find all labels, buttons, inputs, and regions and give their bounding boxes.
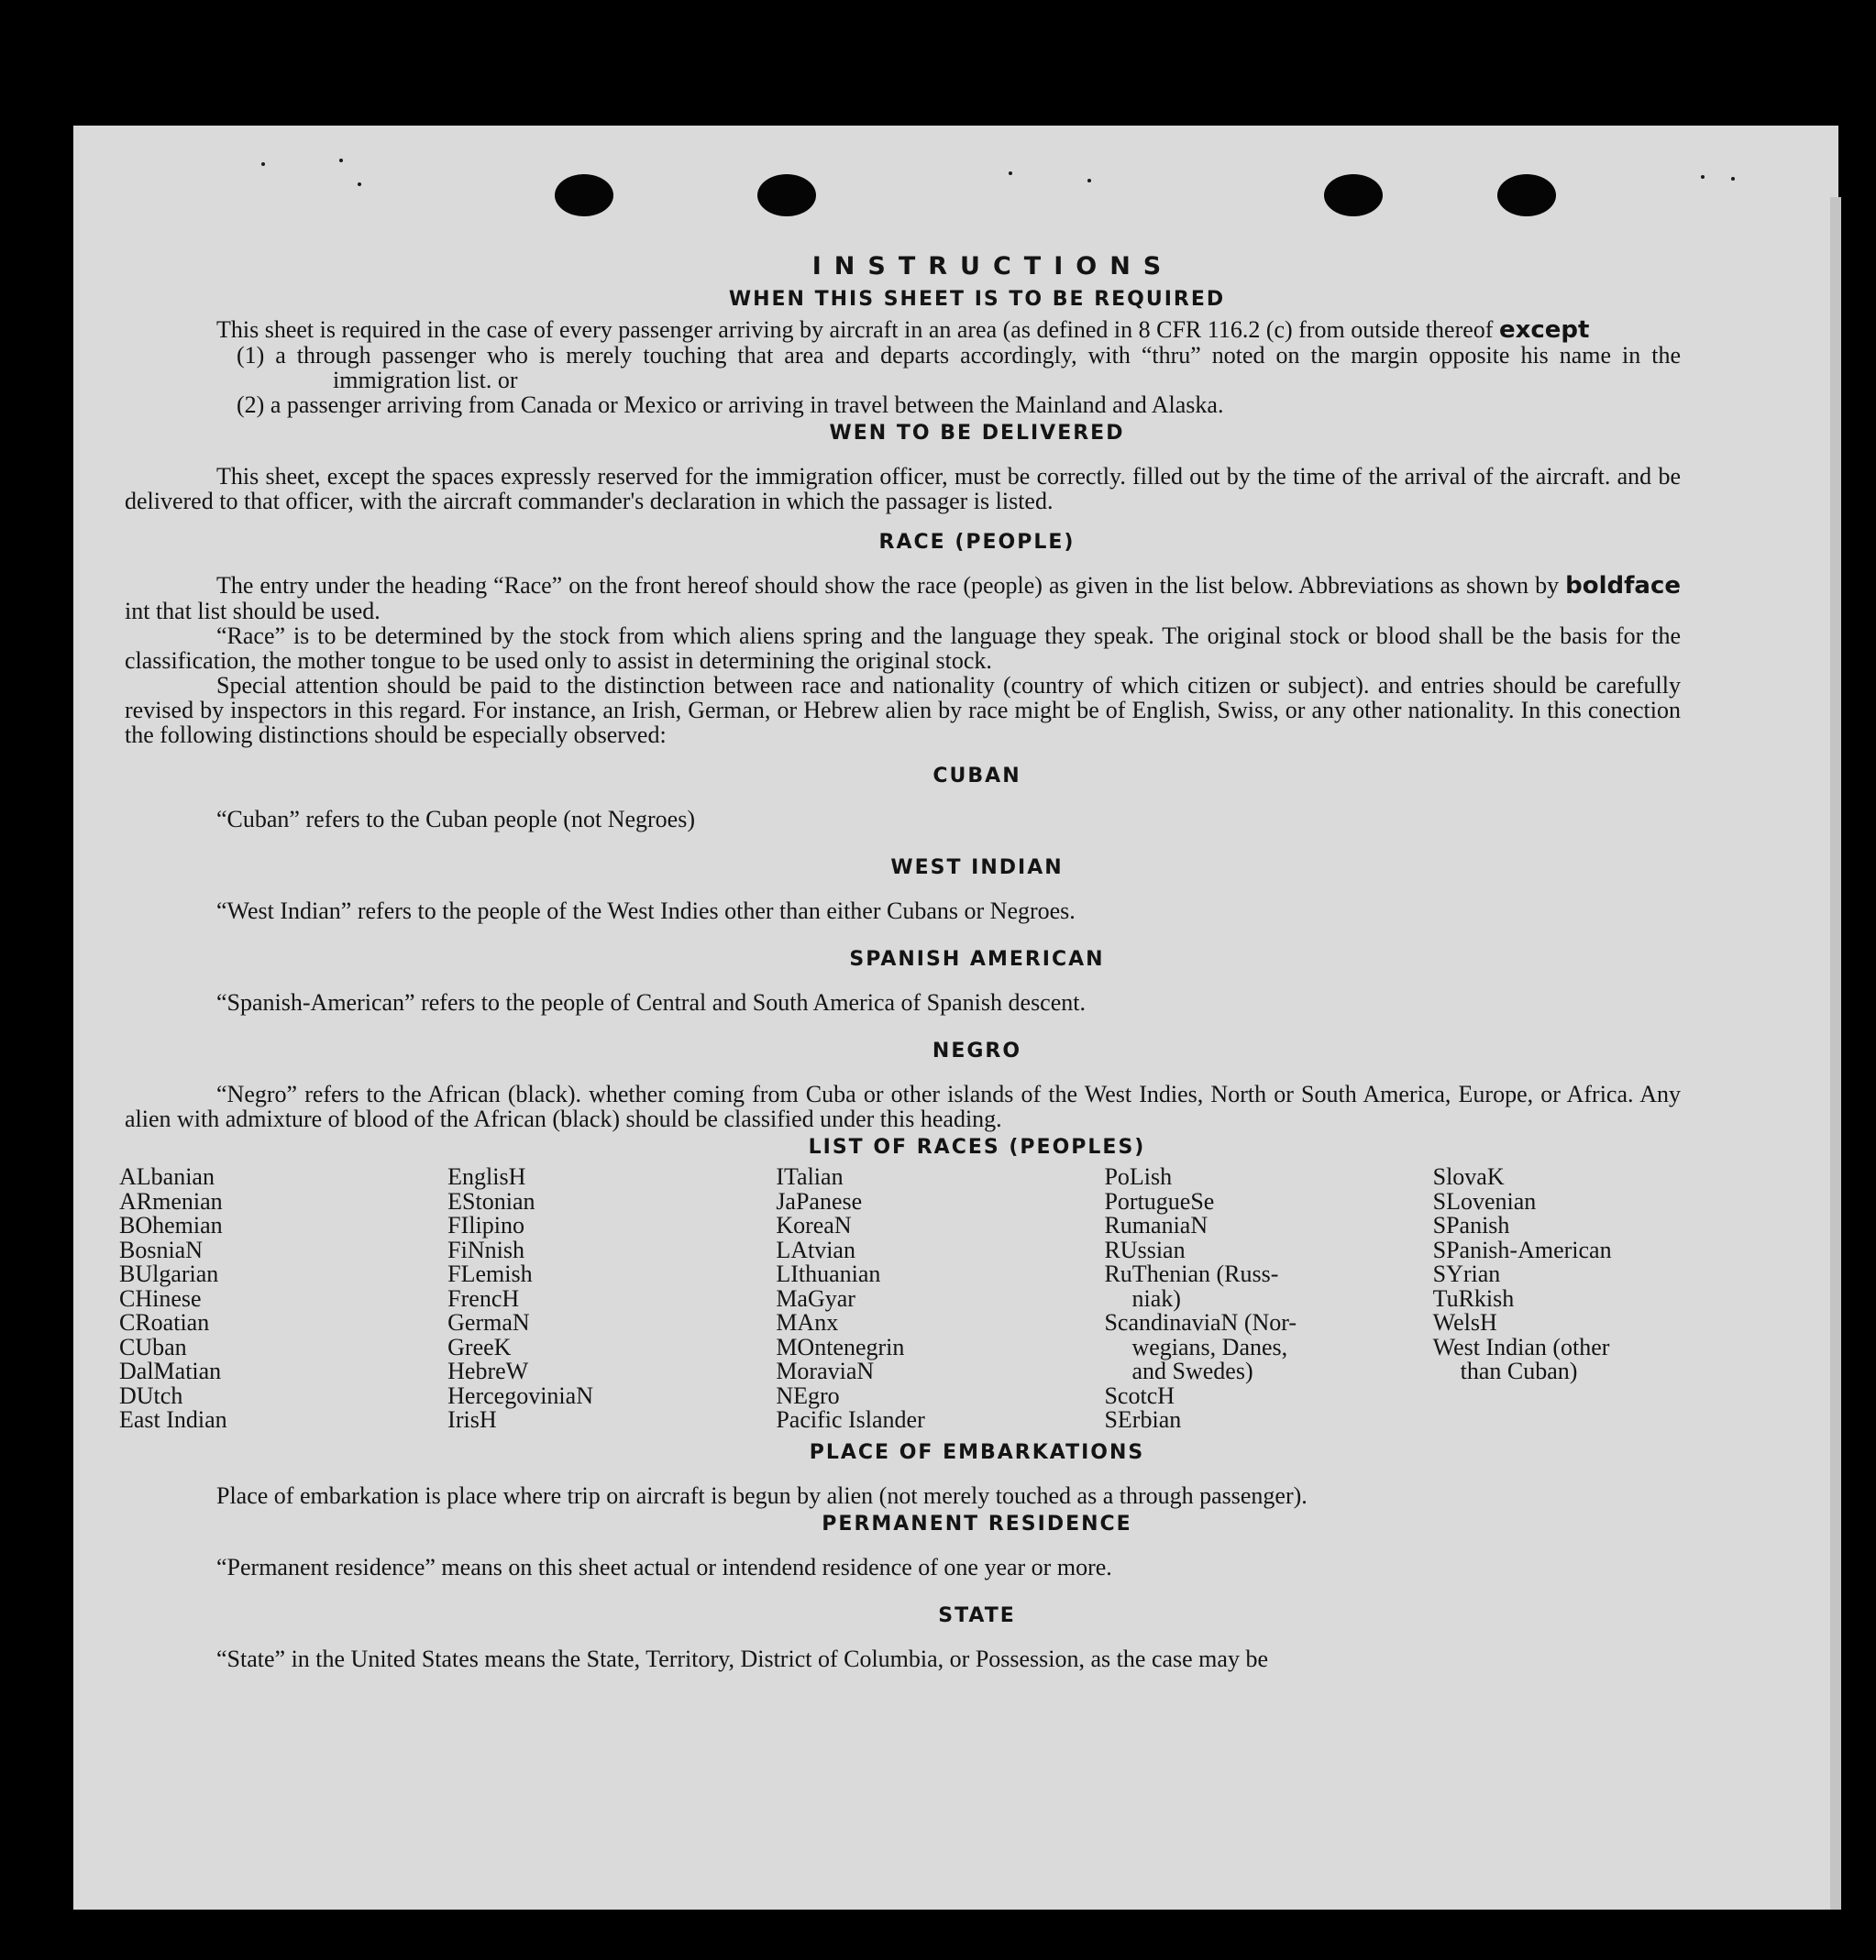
race-entry: EStonian bbox=[447, 1187, 535, 1215]
spanish-american-text: “Spanish-American” refers to the people of Central and South America of Spanish descent. bbox=[216, 989, 1086, 1016]
page-edge-strip bbox=[1830, 197, 1841, 1910]
races-column bbox=[447, 1165, 776, 1433]
race-entry: BUlgarian bbox=[119, 1261, 219, 1287]
dust-speck bbox=[1701, 175, 1705, 179]
dust-speck bbox=[358, 182, 361, 186]
races-column bbox=[1104, 1165, 1432, 1433]
when-delivered-text: This sheet, except the spaces expressly reserved for the immigration officer, must be correctly. filled out by the time of the arrival of the aircraft. and be delivered to that officer, with the aircraft commander's declaration in which the passager is listed. bbox=[125, 463, 1681, 514]
negro-text: “Negro” refers to the African (black). whether coming from Cuba or other islands of the West Indies, North or South America, Europe, or Africa. Any alien with admixture of blood of the African (black) should be classified under this heading. bbox=[125, 1081, 1681, 1132]
race-entry: PoLish bbox=[1104, 1163, 1173, 1190]
race-entry-continuation: than Cuban) bbox=[1460, 1358, 1578, 1384]
race-entry-continuation: niak) bbox=[1131, 1284, 1181, 1312]
race-entry: MOntenegrin bbox=[776, 1333, 905, 1360]
race-entry: NEgro bbox=[776, 1382, 840, 1409]
race-entry: HebreW bbox=[447, 1358, 529, 1384]
race-entry: JaPanese bbox=[776, 1187, 863, 1215]
heading-permanent-residence: PERMANENT RESIDENCE bbox=[822, 1512, 1132, 1536]
race-entry: SErbian bbox=[1104, 1406, 1182, 1433]
race-entry: West Indian (other bbox=[1432, 1333, 1610, 1360]
heading-embarkation: PLACE OF EMBARKATIONS bbox=[809, 1440, 1145, 1464]
state-text: “State” in the United States means the State, Territory, District of Columbia, or Possession, as the case may be bbox=[216, 1645, 1268, 1672]
race-entry: SPanish-American bbox=[1432, 1236, 1612, 1263]
instructions-content bbox=[99, 254, 1699, 1671]
races-column bbox=[776, 1165, 1104, 1433]
heading-cuban: CUBAN bbox=[932, 765, 1021, 787]
race-entry: SlovaK bbox=[1432, 1163, 1505, 1190]
race-entry: CRoatian bbox=[119, 1309, 210, 1336]
race-entry: SLovenian bbox=[1432, 1187, 1537, 1215]
race-p1-text-a: The entry under the heading “Race” on the front hereof should show the race (people) as given in the list below. Abbreviations as shown by bbox=[216, 572, 1560, 599]
punch-hole bbox=[1324, 174, 1383, 216]
dust-speck bbox=[261, 162, 265, 166]
exception-item-2: (2) a passenger arriving from Canada or Mexico or arriving in travel between the Mainland and Alaska. bbox=[237, 391, 1224, 418]
race-entry: GreeK bbox=[447, 1333, 512, 1360]
race-entry: ITalian bbox=[776, 1163, 844, 1190]
race-entry: MAnx bbox=[776, 1309, 839, 1336]
race-entry: CHinese bbox=[119, 1284, 202, 1312]
when-required-text bbox=[99, 317, 1699, 343]
race-entry: RUssian bbox=[1104, 1236, 1186, 1263]
heading-west-indian: WEST INDIAN bbox=[890, 856, 1064, 879]
dust-speck bbox=[1087, 179, 1091, 182]
race-entry: FiNnish bbox=[447, 1236, 524, 1263]
race-entry: ScandinaviaN (Nor- bbox=[1104, 1309, 1297, 1336]
race-paragraph-2: “Race” is to be determined by the stock from which aliens spring and the language they speak. The original stock or blood shall be the basis for the classification, the mother tongue to be used only to assist in determining the original stock. bbox=[125, 622, 1681, 674]
race-entry: FrencH bbox=[447, 1284, 520, 1312]
heading-when-delivered: WEN TO BE DELIVERED bbox=[829, 422, 1125, 445]
west-indian-text: “West Indian” refers to the people of the West Indies other than either Cubans or Negroes. bbox=[216, 897, 1076, 924]
heading-negro: NEGRO bbox=[932, 1040, 1022, 1063]
race-entry: MaGyar bbox=[776, 1284, 855, 1312]
punch-hole bbox=[1497, 174, 1556, 216]
race-entry: SYrian bbox=[1432, 1261, 1501, 1287]
permanent-residence-text: “Permanent residence” means on this sheet actual or intendend residence of one year or more. bbox=[216, 1553, 1112, 1580]
dust-speck bbox=[1009, 171, 1012, 175]
race-entry: ALbanian bbox=[119, 1163, 215, 1190]
race-entry: PortugueSe bbox=[1104, 1187, 1215, 1215]
race-entry: LAtvian bbox=[776, 1236, 855, 1263]
race-entry: EnglisH bbox=[447, 1163, 526, 1190]
race-entry: TuRkish bbox=[1432, 1284, 1515, 1312]
heading-spanish-american: SPANISH AMERICAN bbox=[849, 948, 1105, 971]
heading-when-required: WHEN THIS SHEET IS TO BE REQUIRED bbox=[728, 288, 1226, 311]
heading-race: RACE (PEOPLE) bbox=[878, 531, 1076, 554]
race-entry: LIthuanian bbox=[776, 1261, 881, 1287]
race-entry: RumaniaN bbox=[1104, 1212, 1208, 1239]
punch-hole bbox=[555, 174, 613, 216]
race-entry: Pacific Islander bbox=[776, 1406, 925, 1433]
race-entry: MoraviaN bbox=[776, 1358, 875, 1384]
race-entry: East Indian bbox=[119, 1406, 227, 1433]
race-entry: ScotcH bbox=[1104, 1382, 1175, 1409]
heading-list-of-races: LIST OF RACES (PEOPLES) bbox=[808, 1136, 1146, 1159]
exception-item-1: (1) a through passenger who is merely touching that area and departs accordingly, with “thru” noted on the margin opposite his name in the immigration list. or bbox=[237, 342, 1681, 393]
race-entry: ARmenian bbox=[119, 1187, 223, 1215]
race-entry: GermaN bbox=[447, 1309, 530, 1336]
race-entry: DalMatian bbox=[119, 1358, 222, 1384]
embarkation-text: Place of embarkation is place where trip on aircraft is begun by alien (not merely touched as a through passenger). bbox=[216, 1481, 1308, 1509]
boldface-word: boldface bbox=[1565, 572, 1681, 600]
punch-hole bbox=[757, 174, 816, 216]
race-entry: WelsH bbox=[1432, 1309, 1497, 1336]
race-entry: IrisH bbox=[447, 1406, 497, 1433]
race-entry: BOhemian bbox=[119, 1212, 223, 1239]
race-p1-text-b: int that list should be used. bbox=[125, 598, 381, 624]
dust-speck bbox=[339, 159, 343, 162]
race-entry: FIlipino bbox=[447, 1212, 524, 1239]
when-required-intro: This sheet is required in the case of every passenger arriving by aircraft in an area (as defined in 8 CFR 116.2 (c) from outside thereof bbox=[216, 316, 1494, 343]
races-column bbox=[119, 1165, 447, 1433]
document-title: INSTRUCTIONS bbox=[811, 252, 1175, 281]
race-paragraph-3: Special attention should be paid to the distinction between race and nationality (country of which citizen or subject). and entries should be carefully revised by inspectors in this regard. For instance, an Irish, German, or Hebrew alien by race might be of English, Swiss, or any other nationality. In this conection the following distinctions should be especially observed: bbox=[125, 672, 1681, 748]
race-entry: BosniaN bbox=[119, 1236, 203, 1263]
race-entry-continuation: wegians, Danes, bbox=[1131, 1333, 1288, 1360]
race-entry: SPanish bbox=[1432, 1212, 1510, 1239]
race-entry: RuThenian (Russ- bbox=[1104, 1261, 1279, 1287]
races-list bbox=[99, 1165, 1699, 1433]
race-entry: CUban bbox=[119, 1333, 187, 1360]
heading-state: STATE bbox=[938, 1603, 1016, 1627]
race-paragraph-1 bbox=[99, 573, 1699, 623]
race-entry-continuation: and Swedes) bbox=[1131, 1358, 1253, 1384]
race-entry: HercegoviniaN bbox=[447, 1382, 593, 1409]
cuban-text: “Cuban” refers to the Cuban people (not Negroes) bbox=[216, 806, 695, 832]
dust-speck bbox=[1731, 177, 1735, 181]
document-sheet bbox=[73, 126, 1838, 1910]
race-entry: FLemish bbox=[447, 1261, 533, 1287]
race-entry: KoreaN bbox=[776, 1212, 852, 1239]
race-entry: DUtch bbox=[119, 1382, 183, 1409]
except-word: except bbox=[1498, 316, 1590, 344]
races-column bbox=[1433, 1165, 1699, 1433]
